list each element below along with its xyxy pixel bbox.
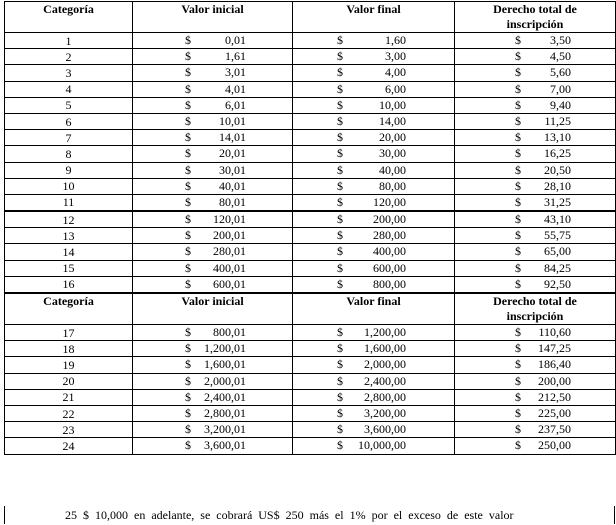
amount-value: 84,25 bbox=[544, 260, 571, 275]
header-derecho-total bbox=[455, 293, 616, 325]
amount-value: 225,00 bbox=[538, 405, 571, 420]
currency-symbol: $ bbox=[337, 130, 343, 145]
cell-categoria: 6 bbox=[5, 113, 133, 129]
currency-symbol: $ bbox=[185, 97, 191, 112]
amount-value: 20,50 bbox=[544, 162, 571, 177]
cell-categoria: 21 bbox=[5, 389, 133, 405]
cell-ini bbox=[133, 81, 293, 97]
currency-symbol: $ bbox=[337, 325, 343, 339]
currency-symbol: $ bbox=[515, 341, 521, 356]
currency-symbol: $ bbox=[515, 244, 521, 259]
cell-der bbox=[455, 211, 616, 228]
currency-symbol: $ bbox=[337, 162, 343, 177]
amount-value: 20,00 bbox=[379, 130, 406, 145]
currency-symbol: $ bbox=[515, 405, 521, 420]
table-row bbox=[5, 49, 616, 65]
amount-value: 280,00 bbox=[373, 228, 406, 243]
amount-value: 30,01 bbox=[219, 162, 246, 177]
cell-der bbox=[455, 389, 616, 405]
amount-value: 4,00 bbox=[385, 65, 406, 80]
cell-fin bbox=[293, 389, 455, 405]
currency-symbol: $ bbox=[515, 325, 521, 339]
cell-der bbox=[455, 325, 616, 341]
amount-value: 3,50 bbox=[550, 33, 571, 47]
cell-der bbox=[455, 49, 616, 65]
amount-value: 1,600,01 bbox=[204, 357, 246, 372]
header-derecho-line2: inscripción bbox=[506, 309, 564, 323]
cell-ini bbox=[133, 211, 293, 228]
cell-fin bbox=[293, 65, 455, 81]
cell-fin bbox=[293, 357, 455, 373]
cell-ini bbox=[133, 260, 293, 276]
currency-symbol: $ bbox=[185, 81, 191, 96]
cell-der bbox=[455, 260, 616, 276]
amount-value: 6,01 bbox=[225, 97, 246, 112]
amount-value: 16,25 bbox=[544, 146, 571, 161]
header-derecho-line2: inscripción bbox=[506, 17, 564, 31]
currency-symbol: $ bbox=[337, 146, 343, 161]
currency-symbol: $ bbox=[515, 422, 521, 437]
currency-symbol: $ bbox=[337, 113, 343, 128]
currency-symbol: $ bbox=[515, 49, 521, 64]
currency-symbol: $ bbox=[337, 341, 343, 356]
cell-fin bbox=[293, 146, 455, 162]
currency-symbol: $ bbox=[185, 325, 191, 339]
currency-symbol: $ bbox=[337, 97, 343, 112]
table-row bbox=[5, 438, 616, 454]
header-valor-final: Valor final bbox=[293, 2, 455, 33]
amount-value: 200,00 bbox=[538, 373, 571, 388]
cell-ini bbox=[133, 244, 293, 260]
footnote: 25 $ 10,000 en adelante, se cobrará US$ 250 más el 1% por el exceso de este valor bbox=[4, 506, 615, 524]
currency-symbol: $ bbox=[337, 65, 343, 80]
currency-symbol: $ bbox=[515, 65, 521, 80]
cell-categoria: 3 bbox=[5, 65, 133, 81]
amount-value: 800,00 bbox=[373, 276, 406, 291]
currency-symbol: $ bbox=[515, 228, 521, 243]
currency-symbol: $ bbox=[515, 260, 521, 275]
cell-fin bbox=[293, 260, 455, 276]
currency-symbol: $ bbox=[337, 244, 343, 259]
amount-value: 1,200,00 bbox=[364, 325, 406, 339]
cell-der bbox=[455, 130, 616, 146]
cell-der bbox=[455, 194, 616, 211]
amount-value: 2,000,00 bbox=[364, 357, 406, 372]
currency-symbol: $ bbox=[515, 33, 521, 47]
currency-symbol: $ bbox=[185, 341, 191, 356]
amount-value: 3,600,01 bbox=[204, 438, 246, 453]
amount-value: 4,01 bbox=[225, 81, 246, 96]
cell-fin bbox=[293, 162, 455, 178]
amount-value: 3,200,01 bbox=[204, 422, 246, 437]
cell-der bbox=[455, 422, 616, 438]
cell-categoria: 1 bbox=[5, 33, 133, 49]
cell-ini bbox=[133, 389, 293, 405]
cell-categoria: 14 bbox=[5, 244, 133, 260]
currency-symbol: $ bbox=[185, 389, 191, 404]
cell-categoria: 11 bbox=[5, 194, 133, 211]
amount-value: 200,01 bbox=[213, 228, 246, 243]
cell-categoria: 20 bbox=[5, 373, 133, 389]
currency-symbol: $ bbox=[515, 81, 521, 96]
cell-der bbox=[455, 146, 616, 162]
header-valor-final: Valor final bbox=[293, 293, 455, 325]
currency-symbol: $ bbox=[515, 113, 521, 128]
cell-fin bbox=[293, 97, 455, 113]
cell-fin bbox=[293, 373, 455, 389]
cell-fin bbox=[293, 422, 455, 438]
cell-der bbox=[455, 162, 616, 178]
header-valor-inicial: Valor inicial bbox=[133, 2, 293, 33]
header-derecho-total bbox=[455, 2, 616, 33]
currency-symbol: $ bbox=[515, 146, 521, 161]
cell-ini bbox=[133, 97, 293, 113]
amount-value: 13,10 bbox=[544, 130, 571, 145]
currency-symbol: $ bbox=[337, 178, 343, 193]
cell-ini bbox=[133, 130, 293, 146]
amount-value: 28,10 bbox=[544, 178, 571, 193]
table-header-row bbox=[5, 2, 616, 33]
table-row bbox=[5, 228, 616, 244]
amount-value: 200,00 bbox=[373, 212, 406, 227]
amount-value: 212,50 bbox=[538, 389, 571, 404]
amount-value: 55,75 bbox=[544, 228, 571, 243]
currency-symbol: $ bbox=[515, 130, 521, 145]
amount-value: 0,01 bbox=[225, 33, 246, 47]
cell-ini bbox=[133, 194, 293, 211]
cell-ini bbox=[133, 357, 293, 373]
registration-fee-table bbox=[4, 1, 616, 455]
cell-categoria: 22 bbox=[5, 405, 133, 421]
currency-symbol: $ bbox=[515, 357, 521, 372]
currency-symbol: $ bbox=[515, 276, 521, 291]
cell-fin bbox=[293, 325, 455, 341]
cell-der bbox=[455, 438, 616, 454]
cell-ini bbox=[133, 405, 293, 421]
cell-ini bbox=[133, 373, 293, 389]
currency-symbol: $ bbox=[337, 405, 343, 420]
currency-symbol: $ bbox=[515, 178, 521, 193]
table-row bbox=[5, 146, 616, 162]
cell-der bbox=[455, 373, 616, 389]
amount-value: 10,00 bbox=[379, 97, 406, 112]
cell-ini bbox=[133, 422, 293, 438]
amount-value: 2,400,01 bbox=[204, 389, 246, 404]
cell-der bbox=[455, 97, 616, 113]
currency-symbol: $ bbox=[185, 130, 191, 145]
amount-value: 280,01 bbox=[213, 244, 246, 259]
amount-value: 4,50 bbox=[550, 49, 571, 64]
cell-categoria: 15 bbox=[5, 260, 133, 276]
cell-ini bbox=[133, 65, 293, 81]
currency-symbol: $ bbox=[185, 405, 191, 420]
currency-symbol: $ bbox=[337, 373, 343, 388]
amount-value: 20,01 bbox=[219, 146, 246, 161]
amount-value: 2,000,01 bbox=[204, 373, 246, 388]
amount-value: 600,01 bbox=[213, 276, 246, 291]
cell-der bbox=[455, 357, 616, 373]
amount-value: 43,10 bbox=[544, 212, 571, 227]
currency-symbol: $ bbox=[337, 389, 343, 404]
currency-symbol: $ bbox=[185, 373, 191, 388]
table-row bbox=[5, 260, 616, 276]
cell-fin bbox=[293, 211, 455, 228]
table-row bbox=[5, 194, 616, 211]
amount-value: 9,40 bbox=[550, 97, 571, 112]
cell-der bbox=[455, 81, 616, 97]
cell-ini bbox=[133, 228, 293, 244]
cell-categoria: 8 bbox=[5, 146, 133, 162]
currency-symbol: $ bbox=[185, 33, 191, 47]
table-row bbox=[5, 130, 616, 146]
currency-symbol: $ bbox=[337, 422, 343, 437]
cell-categoria: 5 bbox=[5, 97, 133, 113]
amount-value: 65,00 bbox=[544, 244, 571, 259]
cell-categoria: 9 bbox=[5, 162, 133, 178]
cell-categoria: 4 bbox=[5, 81, 133, 97]
table-row bbox=[5, 389, 616, 405]
currency-symbol: $ bbox=[185, 65, 191, 80]
table-row bbox=[5, 276, 616, 293]
amount-value: 237,50 bbox=[538, 422, 571, 437]
cell-fin bbox=[293, 405, 455, 421]
amount-value: 147,25 bbox=[538, 341, 571, 356]
cell-fin bbox=[293, 276, 455, 293]
cell-der bbox=[455, 244, 616, 260]
table-header-row-repeat bbox=[5, 293, 616, 325]
currency-symbol: $ bbox=[185, 146, 191, 161]
cell-fin bbox=[293, 244, 455, 260]
cell-categoria: 7 bbox=[5, 130, 133, 146]
amount-value: 14,01 bbox=[219, 130, 246, 145]
amount-value: 2,400,00 bbox=[364, 373, 406, 388]
cell-categoria: 24 bbox=[5, 438, 133, 454]
cell-categoria: 19 bbox=[5, 357, 133, 373]
amount-value: 3,600,00 bbox=[364, 422, 406, 437]
cell-fin bbox=[293, 438, 455, 454]
cell-ini bbox=[133, 325, 293, 341]
currency-symbol: $ bbox=[185, 162, 191, 177]
table-row bbox=[5, 341, 616, 357]
currency-symbol: $ bbox=[515, 438, 521, 453]
table-row bbox=[5, 81, 616, 97]
amount-value: 92,50 bbox=[544, 276, 571, 291]
cell-ini bbox=[133, 162, 293, 178]
header-derecho-line1: Derecho total de bbox=[493, 2, 577, 16]
amount-value: 800,01 bbox=[213, 325, 246, 339]
currency-symbol: $ bbox=[337, 228, 343, 243]
cell-ini bbox=[133, 113, 293, 129]
amount-value: 14,00 bbox=[379, 113, 406, 128]
table-row bbox=[5, 357, 616, 373]
currency-symbol: $ bbox=[185, 228, 191, 243]
cell-ini bbox=[133, 276, 293, 293]
cell-categoria: 13 bbox=[5, 228, 133, 244]
table-row bbox=[5, 162, 616, 178]
currency-symbol: $ bbox=[337, 438, 343, 453]
currency-symbol: $ bbox=[337, 357, 343, 372]
amount-value: 250,00 bbox=[538, 438, 571, 453]
currency-symbol: $ bbox=[515, 373, 521, 388]
cell-ini bbox=[133, 178, 293, 194]
cell-der bbox=[455, 228, 616, 244]
currency-symbol: $ bbox=[185, 438, 191, 453]
cell-ini bbox=[133, 49, 293, 65]
currency-symbol: $ bbox=[185, 422, 191, 437]
currency-symbol: $ bbox=[185, 276, 191, 291]
header-valor-inicial: Valor inicial bbox=[133, 293, 293, 325]
amount-value: 3,200,00 bbox=[364, 405, 406, 420]
table-row bbox=[5, 33, 616, 49]
currency-symbol: $ bbox=[515, 389, 521, 404]
amount-value: 2,800,00 bbox=[364, 389, 406, 404]
cell-fin bbox=[293, 113, 455, 129]
cell-categoria: 17 bbox=[5, 325, 133, 341]
amount-value: 1,61 bbox=[225, 49, 246, 64]
cell-der bbox=[455, 178, 616, 194]
cell-fin bbox=[293, 33, 455, 49]
cell-der bbox=[455, 33, 616, 49]
amount-value: 30,00 bbox=[379, 146, 406, 161]
amount-value: 400,01 bbox=[213, 260, 246, 275]
table-row bbox=[5, 211, 616, 228]
cell-fin bbox=[293, 194, 455, 211]
cell-der bbox=[455, 341, 616, 357]
currency-symbol: $ bbox=[185, 212, 191, 227]
cell-categoria: 18 bbox=[5, 341, 133, 357]
amount-value: 40,01 bbox=[219, 178, 246, 193]
table-row bbox=[5, 97, 616, 113]
cell-ini bbox=[133, 438, 293, 454]
cell-ini bbox=[133, 341, 293, 357]
amount-value: 1,60 bbox=[385, 33, 406, 47]
cell-fin bbox=[293, 130, 455, 146]
cell-fin bbox=[293, 81, 455, 97]
amount-value: 600,00 bbox=[373, 260, 406, 275]
amount-value: 2,800,01 bbox=[204, 405, 246, 420]
amount-value: 6,00 bbox=[385, 81, 406, 96]
currency-symbol: $ bbox=[515, 194, 521, 209]
header-categoria: Categoría bbox=[5, 2, 133, 33]
table-row bbox=[5, 405, 616, 421]
currency-symbol: $ bbox=[337, 212, 343, 227]
amount-value: 110,60 bbox=[538, 325, 571, 339]
currency-symbol: $ bbox=[185, 113, 191, 128]
cell-categoria: 10 bbox=[5, 178, 133, 194]
currency-symbol: $ bbox=[185, 244, 191, 259]
header-categoria: Categoría bbox=[5, 293, 133, 325]
currency-symbol: $ bbox=[337, 81, 343, 96]
cell-der bbox=[455, 405, 616, 421]
cell-fin bbox=[293, 49, 455, 65]
currency-symbol: $ bbox=[515, 162, 521, 177]
amount-value: 400,00 bbox=[373, 244, 406, 259]
currency-symbol: $ bbox=[185, 49, 191, 64]
amount-value: 31,25 bbox=[544, 194, 571, 209]
amount-value: 120,01 bbox=[213, 212, 246, 227]
currency-symbol: $ bbox=[337, 194, 343, 209]
cell-der bbox=[455, 276, 616, 293]
cell-fin bbox=[293, 228, 455, 244]
currency-symbol: $ bbox=[185, 194, 191, 209]
currency-symbol: $ bbox=[185, 178, 191, 193]
currency-symbol: $ bbox=[337, 33, 343, 47]
currency-symbol: $ bbox=[337, 276, 343, 291]
currency-symbol: $ bbox=[337, 260, 343, 275]
cell-categoria: 16 bbox=[5, 276, 133, 293]
table-row bbox=[5, 373, 616, 389]
currency-symbol: $ bbox=[185, 357, 191, 372]
table-row bbox=[5, 422, 616, 438]
currency-symbol: $ bbox=[515, 212, 521, 227]
table-row bbox=[5, 178, 616, 194]
table-row bbox=[5, 325, 616, 341]
amount-value: 80,00 bbox=[379, 178, 406, 193]
amount-value: 10,000,00 bbox=[358, 438, 406, 453]
cell-der bbox=[455, 65, 616, 81]
cell-ini bbox=[133, 146, 293, 162]
amount-value: 10,01 bbox=[219, 113, 246, 128]
cell-der bbox=[455, 113, 616, 129]
table-row bbox=[5, 244, 616, 260]
amount-value: 3,00 bbox=[385, 49, 406, 64]
amount-value: 11,25 bbox=[544, 113, 571, 128]
amount-value: 7,00 bbox=[550, 81, 571, 96]
cell-fin bbox=[293, 178, 455, 194]
cell-categoria: 23 bbox=[5, 422, 133, 438]
header-derecho-line1: Derecho total de bbox=[493, 294, 577, 308]
currency-symbol: $ bbox=[515, 97, 521, 112]
amount-value: 1,600,00 bbox=[364, 341, 406, 356]
cell-categoria: 2 bbox=[5, 49, 133, 65]
table-row bbox=[5, 113, 616, 129]
currency-symbol: $ bbox=[337, 49, 343, 64]
table-row bbox=[5, 65, 616, 81]
amount-value: 40,00 bbox=[379, 162, 406, 177]
cell-fin bbox=[293, 341, 455, 357]
cell-ini bbox=[133, 33, 293, 49]
amount-value: 3,01 bbox=[225, 65, 246, 80]
currency-symbol: $ bbox=[185, 260, 191, 275]
amount-value: 5,60 bbox=[550, 65, 571, 80]
amount-value: 186,40 bbox=[538, 357, 571, 372]
amount-value: 120,00 bbox=[373, 194, 406, 209]
cell-categoria: 12 bbox=[5, 211, 133, 228]
amount-value: 1,200,01 bbox=[204, 341, 246, 356]
amount-value: 80,01 bbox=[219, 194, 246, 209]
